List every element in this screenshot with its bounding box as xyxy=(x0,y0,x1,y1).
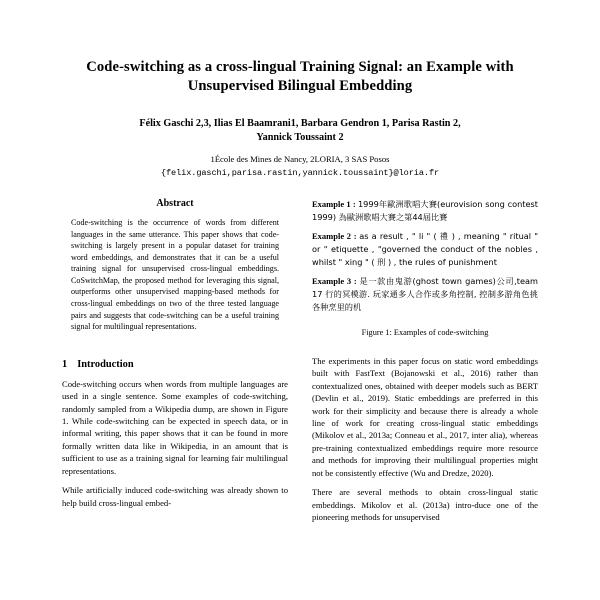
right-paragraph-1: The experiments in this paper focus on static word embeddings built with FastText (Bojanowski et al., 2016) rather than contextualized ones, obtained with deeper models such as BERT (Devlin et al., 2019). Static embeddings are preferred in this work for their simplicity and because there is already a whole line of work for creating cross-lingual static embeddings (Mikolov et al., 2013a; Conneau et al., 2017, inter alia), whereas pre-training contextualized embeddings require more resource and methods for improving their multilingual properties might not be consistently effective (Wu and Dredze, 2020). xyxy=(312,355,538,478)
intro-paragraph-1: Code-switching occurs when words from multiple languages are used in a single sentence. Some examples of code-switching, randomly sampled from a Wikipedia dump, are shown in Figure 1. While code-switching can be expected in speech data, or in informal writing, this paper shows that it can be found in more formally written data like in Wikipedia, in an amount that is sufficient to use as a training signal for learning fair multilingual representations. xyxy=(62,378,288,476)
figure-caption: Figure 1: Examples of code-switching xyxy=(361,327,489,337)
abstract-heading: Abstract xyxy=(156,198,194,209)
author-line-2: Yannick Toussaint 2 xyxy=(256,132,344,144)
intro-paragraph-2: While artificially induced code-switching was already shown to help build cross-lingual embed- xyxy=(62,485,288,508)
author-list xyxy=(62,117,538,147)
figure-example-2 xyxy=(312,230,538,269)
figure-example-1-text: 1999年歐洲歌唱大賽(eurovision song contest 1999) 為歐洲歌唱大賽之第44屆比賽 xyxy=(312,199,539,222)
page-title: Code-switching as a cross-lingual Training Signal: an Example with Unsupervised Bilingual Embedding xyxy=(86,59,514,95)
figure-example-3 xyxy=(312,275,538,314)
introduction-title: Introduction xyxy=(77,358,134,370)
affiliations: 1École des Mines de Nancy, 2LORIA, 3 SAS Posos xyxy=(210,154,390,165)
right-paragraph-2: There are several methods to obtain cross-lingual static embeddings. Mikolov et al. (2013a) intro-duce one of the pioneering methods for unsupervised xyxy=(312,487,538,523)
two-column-body xyxy=(0,198,600,531)
figure-example-2-label: Example 2 : xyxy=(312,230,357,241)
figure-examples xyxy=(312,198,538,314)
right-column xyxy=(312,198,538,531)
title-block xyxy=(0,0,600,178)
figure-example-1 xyxy=(312,198,538,224)
introduction-heading xyxy=(62,359,288,370)
abstract-text: Code-switching is the occurrence of words from different languages in the same utterance. This paper shows that code-switching is largely present in a popular dataset for training word embeddings, and demonstrates that it can be a useful training signal for unsupervised cross-lingual embeddings. CoSwitchMap, the proposed method for leveraging this signal, outperforms other unsupervised mapping-based methods for cross-lingual embeddings on two of the three tested language pairs and suggests that code-switching can be a useful training signal for multilingual representations. xyxy=(71,218,279,332)
figure-example-1-label: Example 1 : xyxy=(312,199,356,209)
author-line-1: Félix Gaschi 2,3, Ilias El Baamrani1, Barbara Gendron 1, Parisa Rastin 2, xyxy=(139,117,461,129)
contact-email: {felix.gaschi,parisa.rastin,yannick.toussaint}@loria.fr xyxy=(160,168,440,179)
figure-example-3-text: 是一款由鬼游(ghost town games)公司,team 17 行的冥模游. 玩家通多人合作或多角控制, 控制多游角色挑各种烹里的机 xyxy=(312,275,539,312)
figure-example-3-label: Example 3 : xyxy=(312,275,357,286)
figure-example-2-text: as a result , " li " ( 禮 ) , meaning " ritual " or " etiquette , "governed the conduct of the nobles , whilst " xing " ( 刑 ) , the rules of punishment xyxy=(312,230,538,267)
introduction-number: 1 xyxy=(62,358,68,370)
left-column xyxy=(62,198,288,531)
